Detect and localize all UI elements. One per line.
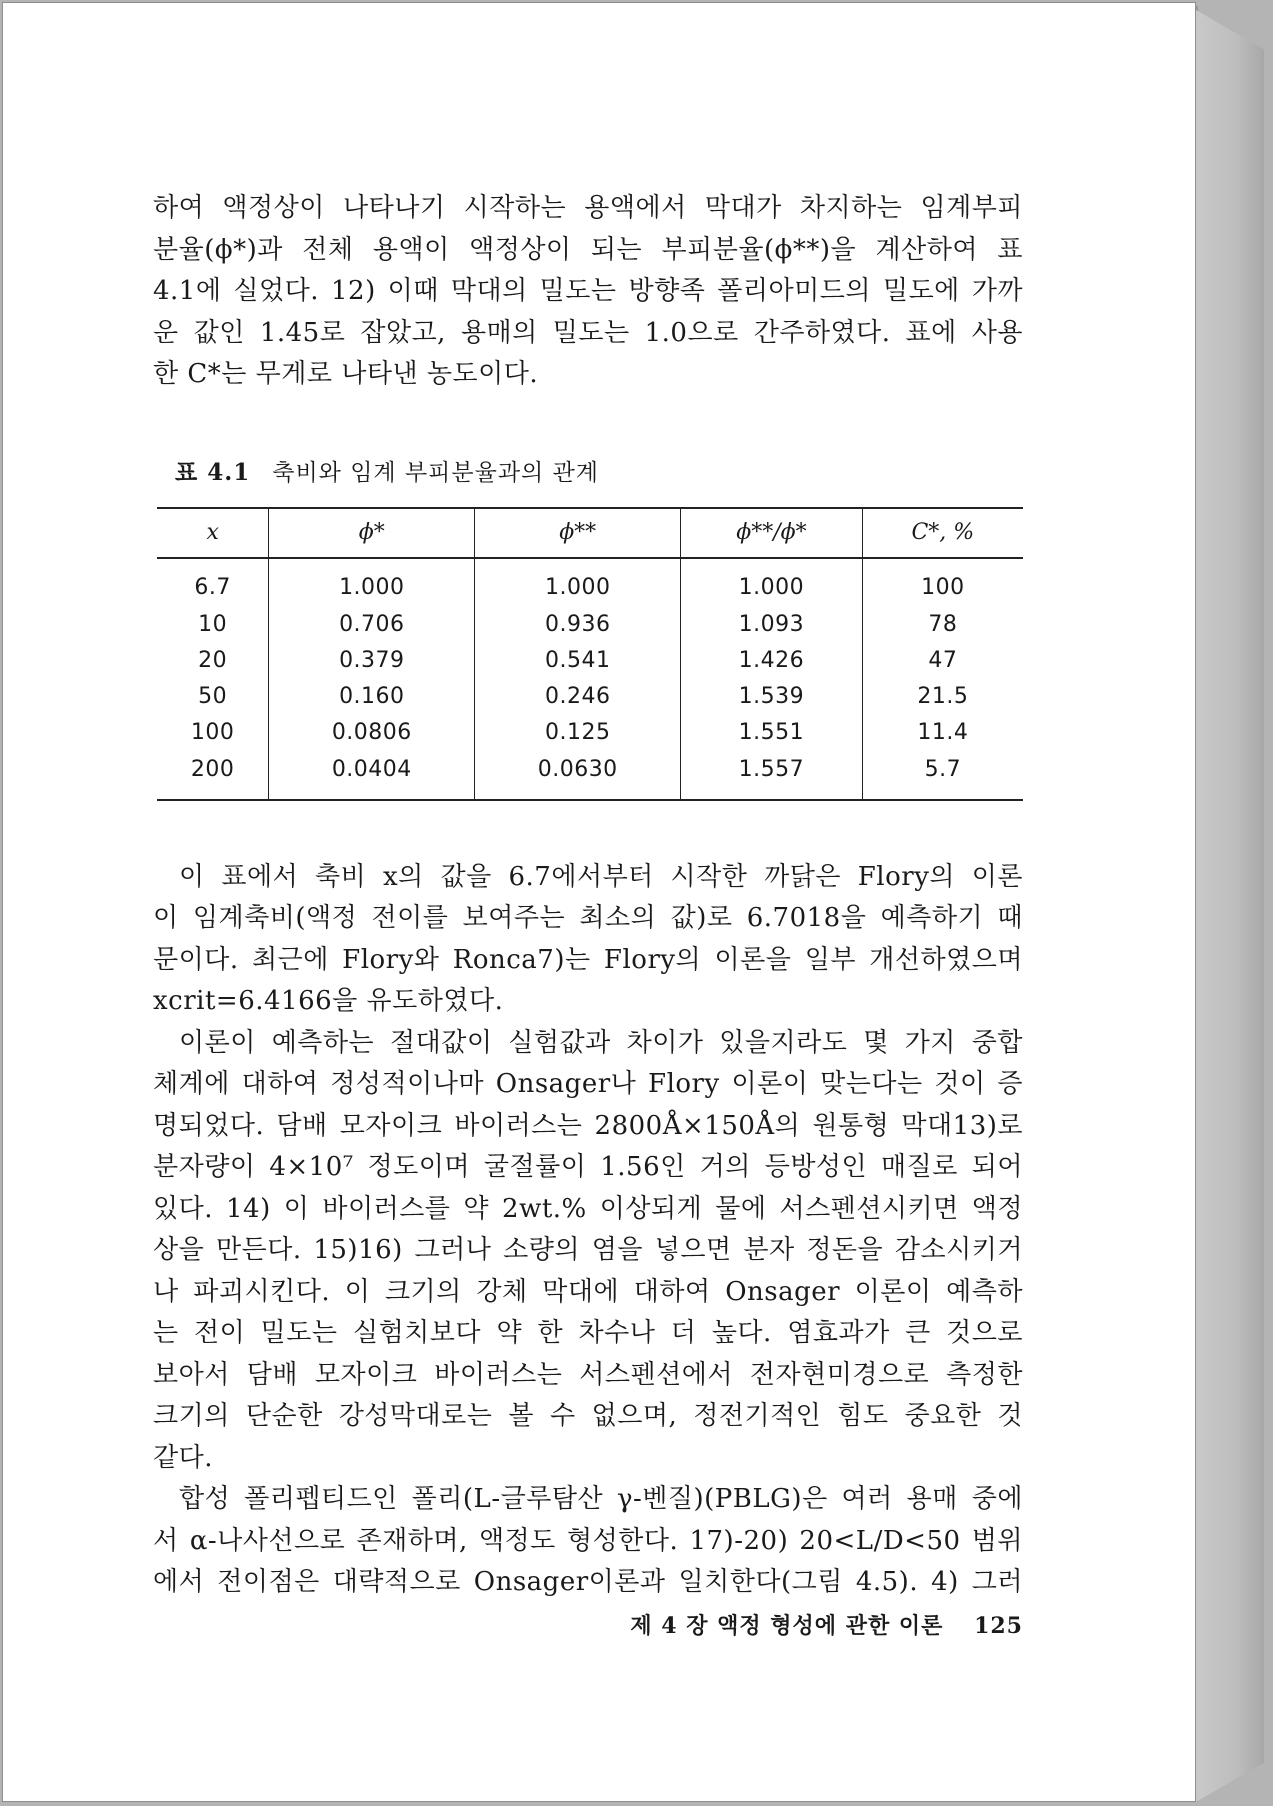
table-cell: 5.7 [862, 751, 1023, 800]
table-caption-number: 표 4.1 [175, 458, 251, 486]
body-line: 문이다. 최근에 Flory와 Ronca7)는 Flory의 이론을 일부 개선하였으며 [153, 944, 1023, 975]
body-line: 이론이 예측하는 절대값이 실험값과 차이가 있을지라도 몇 가지 중합 [179, 1027, 1023, 1058]
footer-chapter: 제 4 장 액정 형성에 관한 이론 [630, 1613, 944, 1639]
body-line: 는 전이 밀도는 실험치보다 약 한 차수나 더 높다. 염효과가 큰 것으로 [153, 1318, 1023, 1348]
table-cell: 0.246 [475, 679, 681, 715]
table-header-row [157, 508, 1023, 558]
table-cell: 0.379 [269, 643, 475, 679]
table-cell: 200 [190, 757, 235, 782]
table-cell: 1.000 [475, 558, 681, 607]
table-cell: 78 [862, 607, 1023, 643]
table-cell: 0.0404 [269, 751, 475, 800]
body-line: 하여 액정상이 나타나기 시작하는 용액에서 막대가 차지하는 임계부피 [153, 193, 1023, 223]
table-cell: 50 [198, 684, 228, 709]
body-line: 합성 폴리펩티드인 폴리(L-글루탐산 γ-벤질)(PBLG)은 여러 용매 중에 [179, 1484, 1023, 1514]
body-line: 명되었다. 담배 모자이크 바이러스는 2800Å×150Å의 원통형 막대13)로 [153, 1110, 1023, 1141]
table-spacer [153, 801, 1023, 857]
body-line: 분자량이 4×10⁷ 정도이며 굴절률이 1.56인 거의 등방성인 매질로 되어 [153, 1152, 1023, 1182]
table-cell: 0.0806 [269, 715, 475, 751]
table-cell: 1.551 [681, 715, 863, 751]
table-cell: 21.5 [862, 679, 1023, 715]
table-cell: 1.000 [269, 558, 475, 607]
document-page [2, 2, 1196, 1802]
table-cell: 1.539 [681, 679, 863, 715]
body-line: 상을 만든다. 15)16) 그러나 소량의 염을 넣으면 분자 정돈을 감소시키거 [153, 1235, 1023, 1265]
table-cell: 0.706 [269, 607, 475, 643]
table-cell: 11.4 [862, 715, 1023, 751]
table-cell: 20 [198, 648, 228, 673]
table-row [157, 643, 1023, 679]
table-cell: 0.0630 [475, 751, 681, 800]
table-cell: 0.160 [269, 679, 475, 715]
page-number: 125 [974, 1613, 1023, 1639]
table-cell: 1.557 [681, 751, 863, 800]
table-row [157, 558, 1023, 607]
header-x: x [206, 520, 219, 545]
body-line: 4.1에 실었다. 12) 이때 막대의 밀도는 방향족 폴리아미드의 밀도에 가까 [153, 276, 1023, 306]
header-phi-ratio: ϕ**/ϕ* [681, 508, 863, 558]
table-cell: 1.000 [681, 558, 863, 607]
running-footer [603, 1609, 1023, 1640]
table-row [157, 715, 1023, 751]
table-cell: 0.541 [475, 643, 681, 679]
table-cell: 10 [198, 612, 228, 637]
table-cell: 1.093 [681, 607, 863, 643]
body-line: 에서 전이점은 대략적으로 Onsager이론과 일치한다(그림 4.5). 4) 그러 [153, 1567, 1023, 1597]
table-row [157, 607, 1023, 643]
table-row [157, 679, 1023, 715]
header-phi-star: ϕ* [269, 508, 475, 558]
body-line: 체계에 대하여 정성적이나마 Onsager나 Flory 이론이 맞는다는 것이 증 [153, 1069, 1023, 1099]
table-caption-text: 축비와 임계 부피분율과의 관계 [272, 459, 600, 486]
body-line: 운 값인 1.45로 잡았고, 용매의 밀도는 1.0으로 간주하였다. 표에 사용 [153, 317, 1023, 348]
header-phi-double-star: ϕ** [475, 508, 681, 558]
table-row [157, 751, 1023, 800]
table-caption [175, 454, 1023, 487]
body-line: 서 α-나사선으로 존재하며, 액정도 형성한다. 17)-20) 20<L/D<50 범위 [153, 1525, 1023, 1556]
body-line: 분율(ϕ*)과 전체 용액이 액정상이 되는 부피분율(ϕ**)을 계산하여 표 [153, 234, 1023, 265]
body-line: 보아서 담배 모자이크 바이러스는 서스펜션에서 전자현미경으로 측정한 [153, 1359, 1023, 1390]
body-line: 같다. [153, 1442, 213, 1473]
body-line: 크기의 단순한 강성막대로는 볼 수 없으며, 정전기적인 힘도 중요한 것 [153, 1401, 1023, 1431]
page-content [153, 188, 1023, 1604]
body-line: 이 임계축비(액정 전이를 보여주는 최소의 값)로 6.7018을 예측하기 때 [153, 903, 1023, 933]
body-line: 한 C*는 무게로 나타낸 농도이다. [153, 359, 539, 389]
table-cell: 6.7 [194, 575, 231, 600]
body-line: 이 표에서 축비 x의 값을 6.7에서부터 시작한 까닭은 Flory의 이론 [179, 861, 1023, 892]
body-line: xcrit=6.4166을 유도하였다. [153, 986, 504, 1016]
body-line: 나 파괴시킨다. 이 크기의 강체 막대에 대하여 Onsager 이론이 예측하 [153, 1276, 1023, 1307]
table-cell: 0.936 [475, 607, 681, 643]
table-cell: 1.426 [681, 643, 863, 679]
table-cell: 0.125 [475, 715, 681, 751]
data-table [157, 507, 1023, 801]
table-cell: 100 [862, 558, 1023, 607]
table-cell: 100 [190, 720, 235, 745]
header-c-star: C*, % [862, 508, 1023, 558]
table-cell: 47 [862, 643, 1023, 679]
page-edge [1196, 10, 1264, 1802]
body-line: 있다. 14) 이 바이러스를 약 2wt.% 이상되게 물에 서스펜션시키면 액정 [153, 1193, 1023, 1224]
